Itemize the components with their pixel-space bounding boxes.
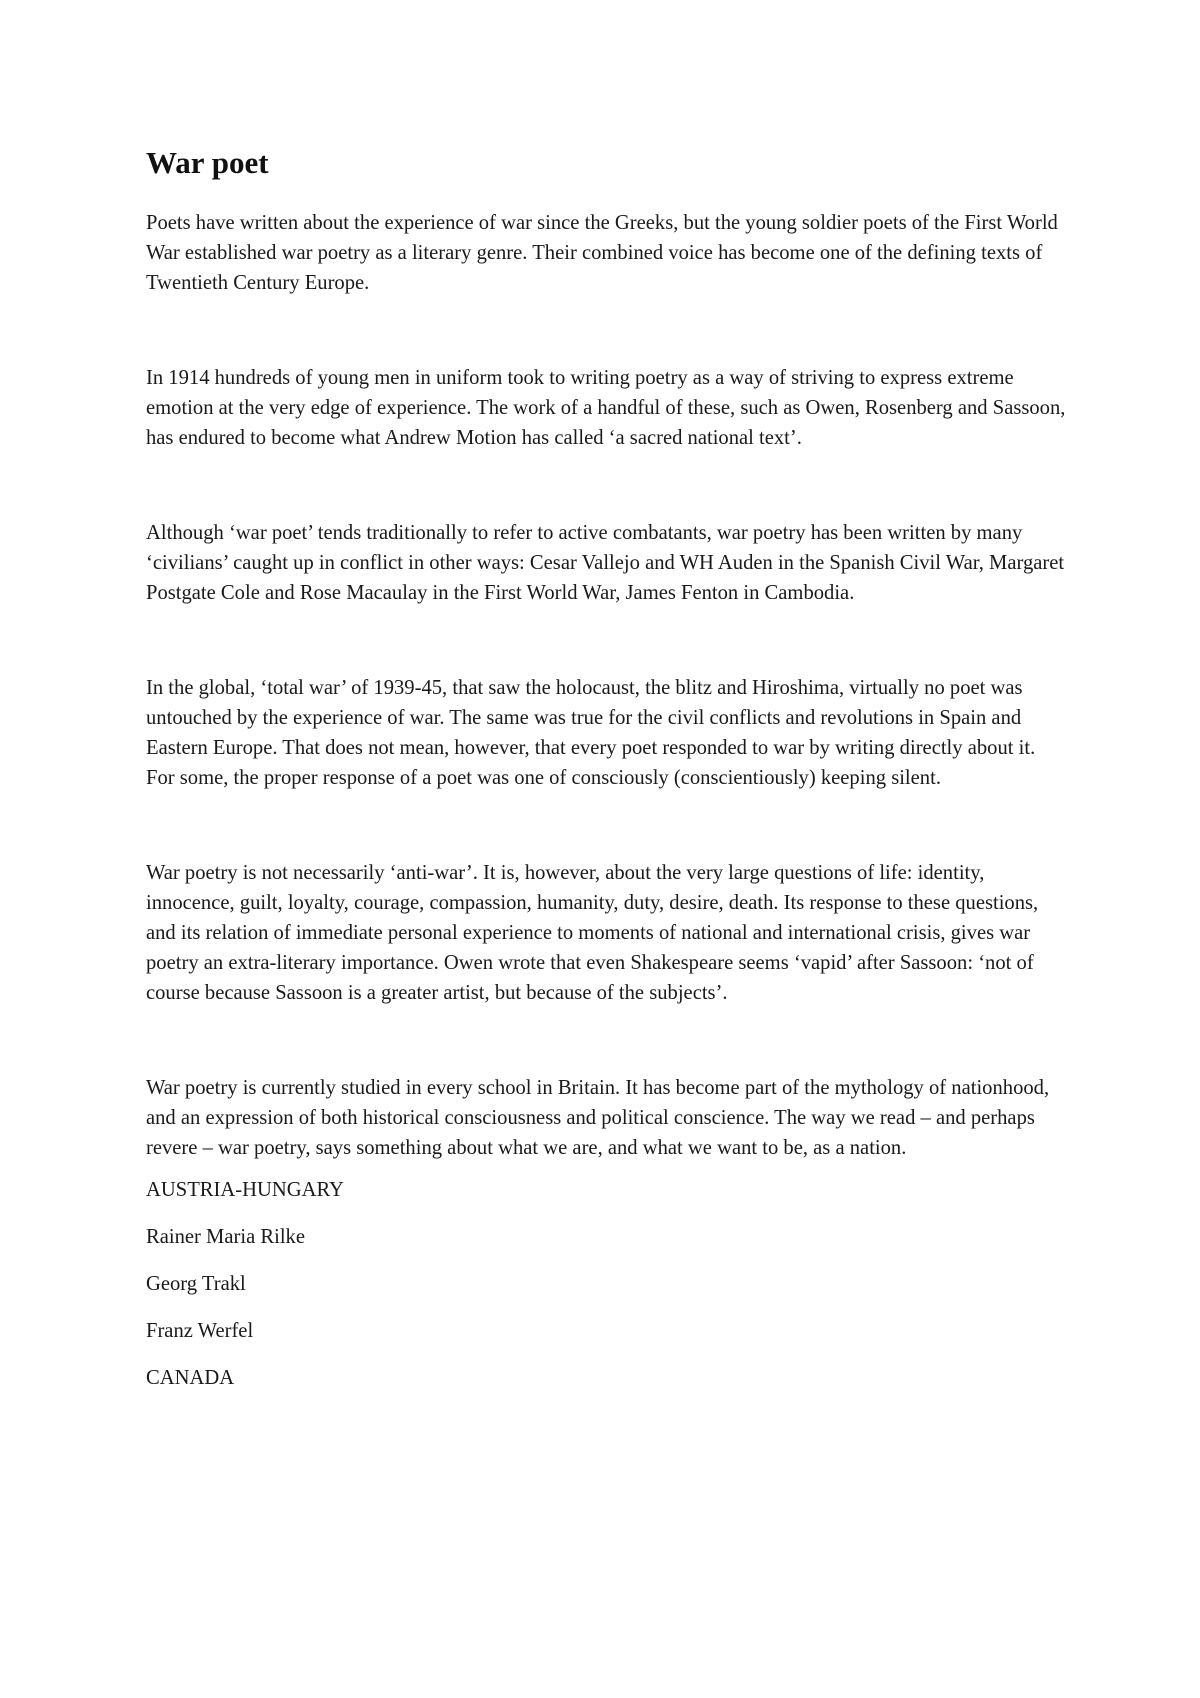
paragraph-school: War poetry is currently studied in every school in Britain. It has become part of the mythology of nationhood, and an expression of both historical consciousness and political conscience. The way we read – and perhaps revere – war poetry, says something about what we are, and what we want to be, as a nation. — [146, 1077, 1050, 1159]
list-item-poet-werfel: Franz Werfel — [146, 1320, 254, 1342]
list-item-country-austria-hungary: AUSTRIA-HUNGARY — [146, 1179, 344, 1201]
paragraph-anti-war: War poetry is not necessarily ‘anti-war’. It is, however, about the very large questions of life: identity, innocence, guilt, loyalty, courage, compassion, humanity, duty, desire, death. Its response to these questions, and its relation of immediate personal experience to moments of national and international crisis, gives war poetry an extra-literary importance. Owen wrote that even Shakespeare seems ‘vapid’ after Sassoon: ‘not of course because Sassoon is a greater artist, but because of the subjects’. — [146, 862, 1039, 1004]
list-item-country-canada: CANADA — [146, 1367, 235, 1389]
document-body — [146, 144, 1066, 1410]
list-item-poet-rilke: Rainer Maria Rilke — [146, 1226, 305, 1248]
paragraph-total-war: In the global, ‘total war’ of 1939-45, that saw the holocaust, the blitz and Hiroshima, virtually no poet was untouched by the experience of war. The same was true for the civil conflicts and revolutions in Spain and Eastern Europe. That does not mean, however, that every poet responded to war by writing directly about it. For some, the proper response of a poet was one of consciously (conscientiously) keeping silent. — [146, 677, 1036, 789]
paragraph-intro: Poets have written about the experience of war since the Greeks, but the young soldier poets of the First World War established war poetry as a literary genre. Their combined voice has become one of the defining texts of Twentieth Century Europe. — [146, 212, 1058, 294]
paragraph-1914: In 1914 hundreds of young men in uniform took to writing poetry as a way of striving to express extreme emotion at the very edge of experience. The work of a handful of these, such as Owen, Rosenberg and Sassoon, has endured to become what Andrew Motion has called ‘a sacred national text’. — [146, 367, 1066, 449]
poet-list — [146, 1175, 1066, 1393]
paragraph-civilians: Although ‘war poet’ tends traditionally to refer to active combatants, war poetry has been written by many ‘civilians’ caught up in conflict in other ways: Cesar Vallejo and WH Auden in the Spanish Civil War, Margaret Postgate Cole and Rose Macaulay in the First World War, James Fenton in Cambodia. — [146, 522, 1065, 604]
page-title: War poet — [146, 145, 269, 180]
list-item-poet-trakl: Georg Trakl — [146, 1273, 246, 1295]
